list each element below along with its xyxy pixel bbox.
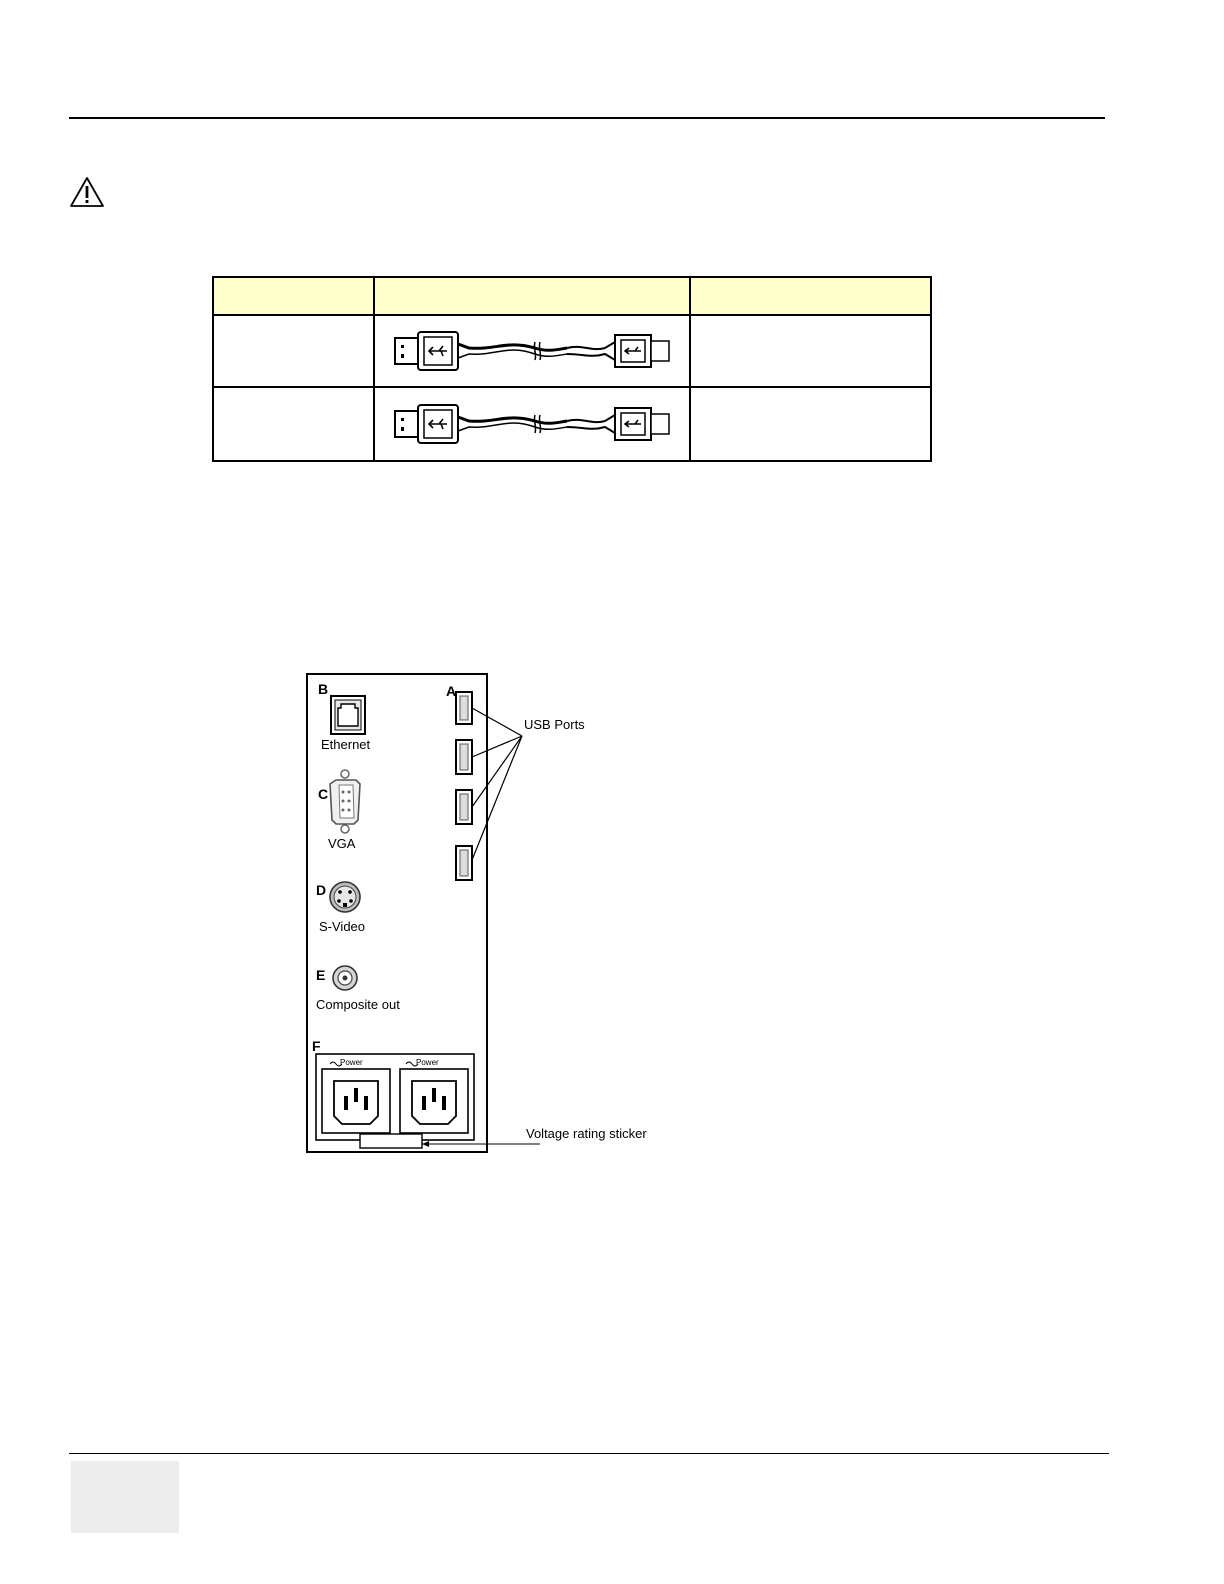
label-b: B [318,681,329,697]
table-cell [690,387,931,461]
table-header-cell [690,277,931,315]
label-e: E [316,967,326,983]
warning-triangle-icon [69,176,105,208]
composite-label: Composite out [316,997,400,1012]
ethernet-label: Ethernet [321,737,371,752]
label-a: A [446,683,457,699]
table-cell [374,315,690,386]
composite-port-icon [333,966,357,990]
usb-cable-icon [387,399,677,449]
header-rule [69,117,1105,119]
page-number-badge [71,1461,179,1533]
usb-ports-callout: USB Ports [524,717,585,732]
voltage-callout: Voltage rating sticker [526,1126,647,1141]
table-cell [213,315,374,386]
svideo-label: S-Video [319,919,366,934]
table-header-cell [374,277,690,315]
ethernet-port-icon [331,696,365,734]
table-cell [690,315,931,386]
table-header-row [213,277,931,315]
vga-label: VGA [328,836,356,851]
table-cell [213,387,374,461]
table-header-cell [213,277,374,315]
footer-rule [69,1453,1109,1454]
table-row [213,387,931,461]
cable-table [212,276,932,462]
power-inlet-icon [322,1058,390,1133]
voltage-sticker [360,1134,422,1148]
power-label: Power [416,1058,439,1067]
rear-panel-diagram [300,668,680,1160]
usb-port-icon [456,846,472,880]
usb-port-icon [456,740,472,774]
table-cell [374,387,690,461]
power-inlet-icon [400,1058,468,1133]
svideo-port-icon [330,882,360,912]
label-f: F [312,1038,321,1054]
label-d: D [316,882,327,898]
power-label: Power [340,1058,363,1067]
label-c: C [318,786,329,802]
usb-port-icon [456,692,472,724]
table-row [213,315,931,386]
usb-cable-icon [387,326,677,376]
usb-port-icon [456,790,472,824]
